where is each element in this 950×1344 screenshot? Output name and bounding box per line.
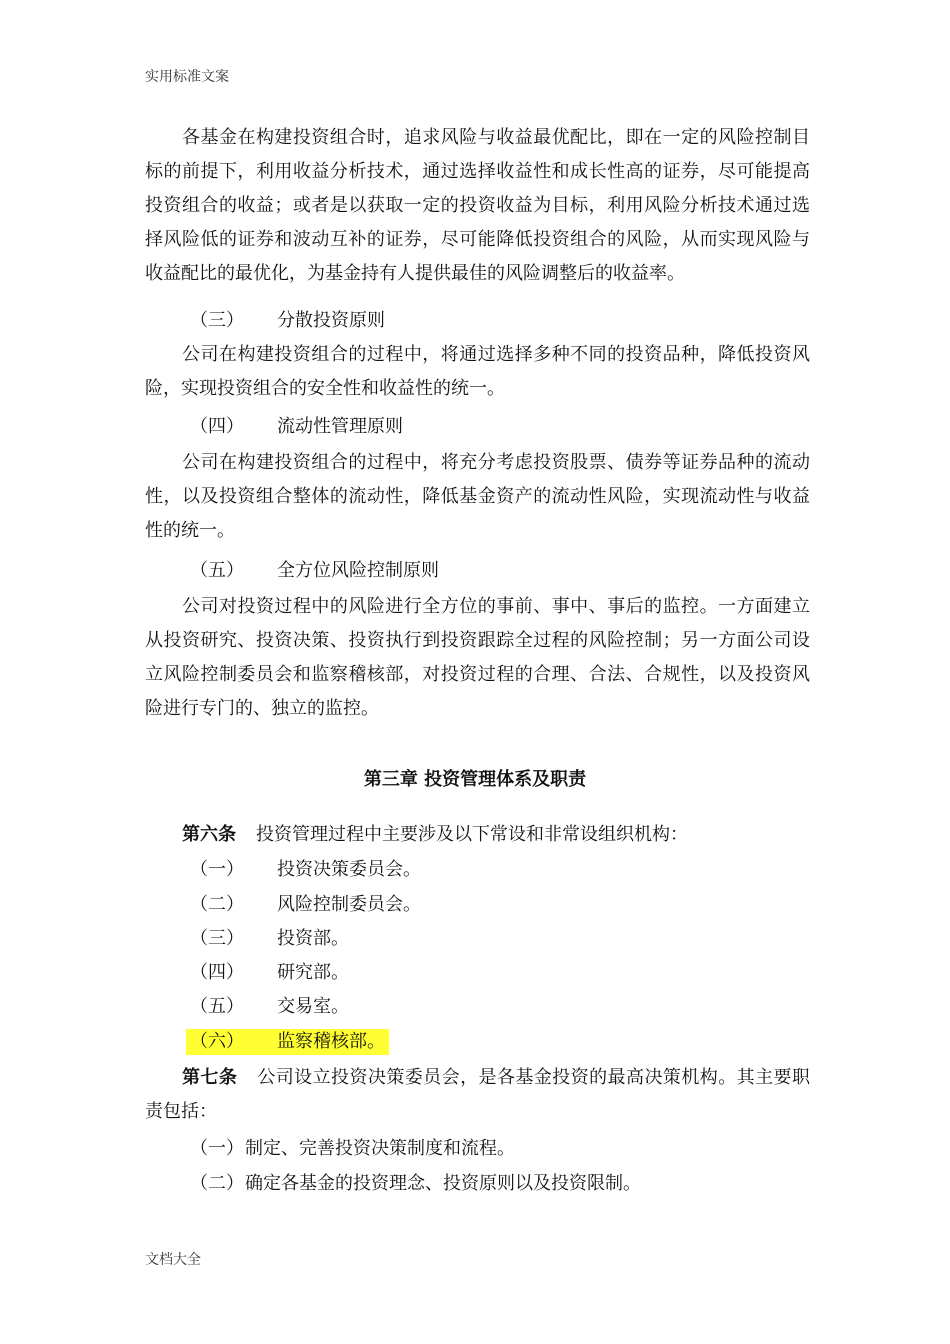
article-text: 公司设立投资决策委员会，是各基金投资的最高决策机构。其主要职责包括： — [145, 1067, 810, 1122]
section-number: （三） — [190, 310, 244, 331]
duty-text: 确定各基金的投资理念、投资原则以及投资限制。 — [245, 1173, 641, 1194]
article-label: 第七条 — [182, 1067, 238, 1088]
paragraph-liquidity: 公司在构建投资组合的过程中，将充分考虑投资股票、债券等证券品种的流动性，以及投资组合整体的流动性，降低基金资产的流动性风险，实现流动性与收益性的统一。 — [145, 452, 810, 541]
section-number: （五） — [190, 560, 244, 581]
article-seven — [145, 1061, 810, 1129]
org-name: 监察稽核部。 — [277, 1031, 385, 1052]
org-number: （四） — [190, 962, 244, 983]
section-heading-risk-control — [190, 558, 439, 584]
org-number: （二） — [190, 894, 244, 915]
org-name: 交易室。 — [277, 996, 349, 1017]
article-text: 投资管理过程中主要涉及以下常设和非常设组织机构： — [256, 824, 688, 845]
section-heading-liquidity — [190, 414, 403, 440]
paragraph-portfolio-principle: 各基金在构建投资组合时，追求风险与收益最优配比，即在一定的风险控制目标的前提下，利用收益分析技术，通过选择收益性和成长性高的证券，尽可能提高投资组合的收益；或者是以获取一定的投资收益为目标，利用风险分析技术通过选择风险低的证券和波动互补的证券，尽可能降低投资组合的风险，从而实现风险与收益配比的最优化，为基金持有人提供最佳的风险调整后的收益率。 — [145, 127, 810, 284]
org-name: 风险控制委员会。 — [277, 894, 421, 915]
duty-number: （一） — [190, 1138, 244, 1159]
section-title: 流动性管理原则 — [277, 416, 403, 437]
org-item — [190, 960, 349, 986]
org-name: 投资部。 — [277, 928, 349, 949]
org-item — [190, 926, 349, 952]
org-name: 研究部。 — [277, 962, 349, 983]
paragraph-risk-control: 公司对投资过程中的风险进行全方位的事前、事中、事后的监控。一方面建立从投资研究、投资决策、投资执行到投资跟踪全过程的风险控制；另一方面公司设立风险控制委员会和监察稽核部，对投资过程的合理、合法、合规性，以及投资风险进行专门的、独立的监控。 — [145, 596, 810, 719]
duty-text: 制定、完善投资决策制度和流程。 — [245, 1138, 515, 1159]
duty-item — [190, 1136, 515, 1162]
article-six — [145, 818, 810, 852]
paragraph-diversification: 公司在构建投资组合的过程中，将通过选择多种不同的投资品种，降低投资风险，实现投资组合的安全性和收益性的统一。 — [145, 344, 810, 399]
chapter-title: 第三章 投资管理体系及职责 — [363, 769, 587, 790]
org-item — [190, 857, 421, 883]
org-item — [190, 994, 349, 1020]
org-number: （六） — [190, 1031, 244, 1052]
org-number: （三） — [190, 928, 244, 949]
section-heading-diversification — [190, 308, 385, 334]
page-header: 实用标准文案 — [145, 69, 229, 85]
duty-item — [190, 1171, 641, 1197]
section-title: 分散投资原则 — [277, 310, 385, 331]
article-label: 第六条 — [182, 824, 236, 845]
org-name: 投资决策委员会。 — [277, 859, 421, 880]
org-item-highlighted — [186, 1029, 389, 1055]
section-title: 全方位风险控制原则 — [277, 560, 439, 581]
duty-number: （二） — [190, 1173, 244, 1194]
org-item — [190, 892, 421, 918]
section-number: （四） — [190, 416, 244, 437]
page-footer: 文档大全 — [145, 1252, 201, 1268]
org-number: （一） — [190, 859, 244, 880]
org-number: （五） — [190, 996, 244, 1017]
